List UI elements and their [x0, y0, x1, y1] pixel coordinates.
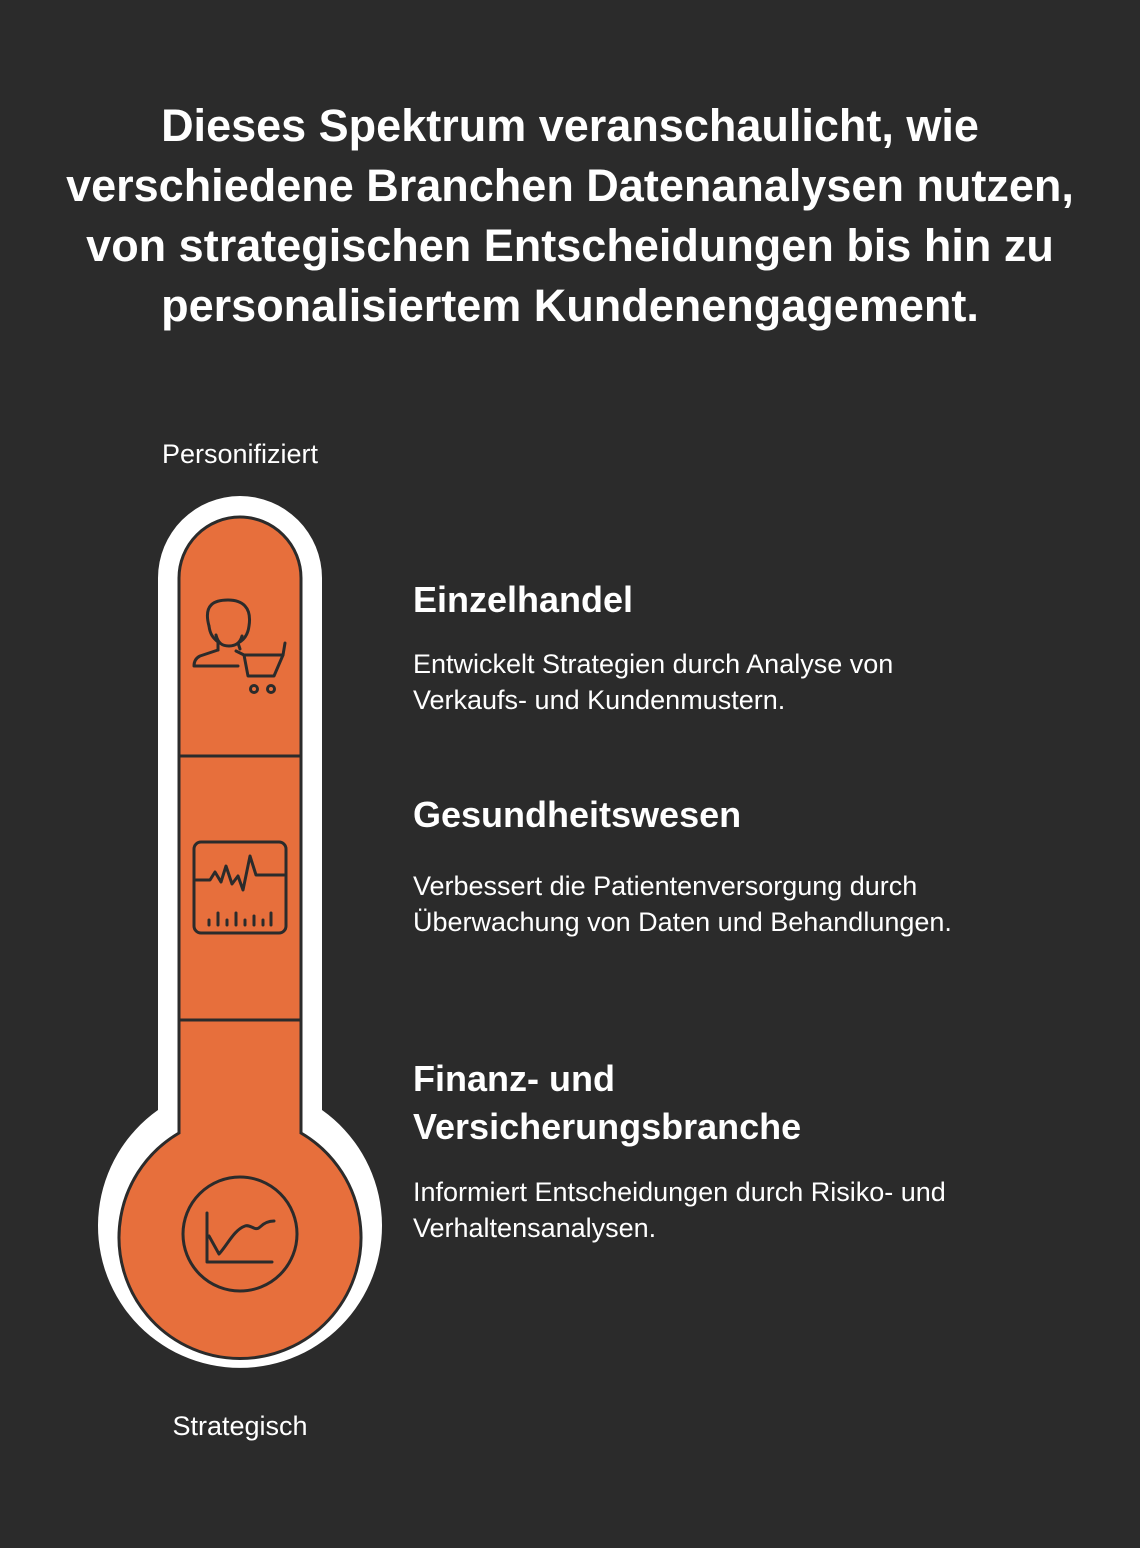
item-title-finance: Finanz- und Versicherungsbranche: [413, 1058, 802, 1147]
headline: Dieses Spektrum veranschaulicht, wie verschiedene Branchen Datenanalysen nutzen, von strategischen Entscheidungen bis hin zu personalisiertem Kundenengagement.: [66, 100, 1074, 331]
scale-top-label: Personifiziert: [161, 439, 319, 469]
item-description-finance: Informiert Entscheidungen durch Risiko- und Verhaltensanalysen.: [413, 1177, 946, 1243]
item-title-retail: Einzelhandel: [413, 579, 634, 620]
item-description-retail: Entwickelt Strategien durch Analyse von Verkaufs- und Kundenmustern.: [413, 649, 894, 715]
item-title-healthcare: Gesundheitswesen: [413, 794, 742, 835]
scale-bottom-label: Strategisch: [172, 1411, 308, 1441]
item-description-healthcare: Verbessert die Patientenversorgung durch Überwachung von Daten und Behandlungen.: [413, 871, 952, 937]
